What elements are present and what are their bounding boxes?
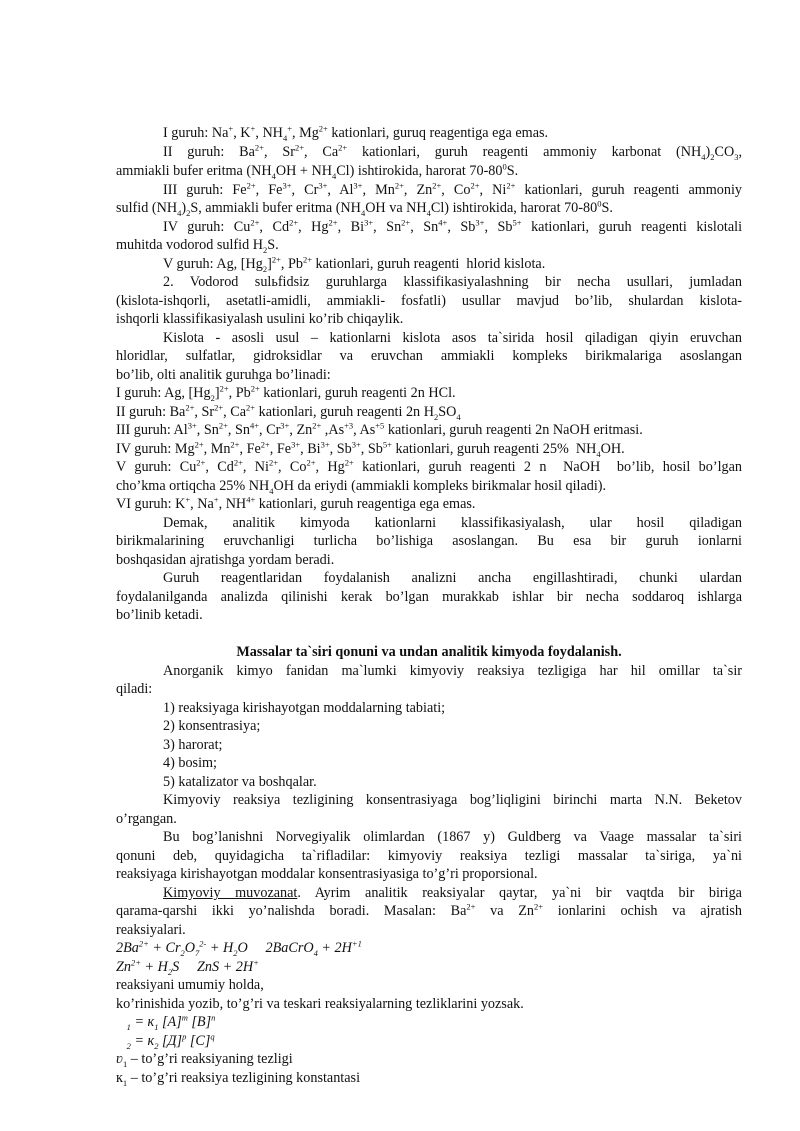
text-line: sulfid $(NH_4)_2S$, ammiakli bufer eritma ($NH_4OH$ va $NH_4Cl$) ishtirokida, harorat $70-80^0S$. [116, 198, 613, 218]
text-line: bo’linib ketadi. [116, 607, 203, 623]
text-line: 2. Vodorod sulьfidsiz guruhlarga klassifikasiyalashning bir necha usullari, jumladan [163, 274, 742, 290]
text-line: hloridlar, sulfatlar, gidroksidlar va eruvchan ammiakli kompleks birikmalariga asoslangan [116, 348, 742, 364]
text-line: 4) bosim; [163, 755, 217, 771]
text-line: $_2 = к_2$ $[Д]^p$ $[C]^q$ [126, 1031, 215, 1051]
text-line: Kislota - asosli usul – kationlarni kislota asos ta`sirida hosil qiladigan qiyin eruvchan [163, 330, 742, 346]
text-line: reaksiyani umumiy holda, [116, 977, 264, 993]
text-line: reaksiyaga kirishayotgan moddalar konsentrasiyasiga to’g’ri proporsional. [116, 866, 538, 882]
text-line: ʋ$_1$ – to’g’ri reaksiyaning tezligi [116, 1051, 293, 1069]
text-line: Guruh reagentlaridan foydalanish analizni ancha engillashtiradi, chunki ulardan [163, 570, 742, 586]
text-line: I guruh: Ag, $[Hg_2]^{2+}$, $Pb^{2+}$ kationlari, guruh reagenti 2n HCl. [116, 383, 456, 403]
text-line: 3) harorat; [163, 737, 223, 753]
text-line: bo’lib, olti analitik guruhga bo’linadi: [116, 367, 331, 383]
text-line: Massalar ta`siri qonuni va undan analitik kimyoda foydalanish. [236, 644, 622, 660]
text-line: I guruh: Na+, K+, $NH_4^+$, $Mg^{2+}$ kationlari, guruq reagentiga ega emas. [163, 123, 549, 143]
text-line: o’rgangan. [116, 811, 177, 827]
text-line: II guruh: $Ba^{2+}$, $Sr^{2+}$, $Ca^{2+}$ kationlari, guruh reagenti 2n $H_2SO_4$ [116, 402, 461, 422]
text-line: qarama-qarshi ikki yo’nalishda boradi. Masalan: $Ba^{2+}$ va $Zn^{2+}$ ionlarini ochish va ajratish [116, 901, 743, 919]
text-line: muhitda vodorod sulfid $H_2S$. [116, 237, 279, 255]
text-line: ko’rinishida yozib, to’g’ri va teskari reaksiyalarning tezliklarini yozsak. [116, 996, 524, 1012]
text-line: VI guruh: K+, Na+, $NH^{4+}$ kationlari, guruh reagentiga ega emas. [116, 494, 476, 512]
text-line: ammiakli bufer eritma $(NH_4OH + NH_4Cl)$ ishtirokida, harorat $70-80^0S$. [116, 161, 519, 181]
text-line: $к_1$ – to’g’ri reaksiya tezligining konstantasi [116, 1070, 361, 1088]
text-line: IV guruh: $Cu^{2+}$, $Cd^{2+}$, $Hg^{2+}$, $Bi^{3+}$, $Sn^{2+}$, $Sn^{4+}$, $Sb^{3+}$, $Sb^{5+}$ kationlari, guruh reagenti kislotali [163, 217, 743, 235]
text-line: qiladi: [116, 681, 153, 697]
text-line: 2) konsentrasiya; [163, 718, 261, 734]
text-line: Bu bog’lanishni Norvegiyalik olimlardan (1867 y) Guldberg va Vaage massalar ta`siri [163, 829, 742, 845]
text-line: 1) reaksiyaga kirishayotgan moddalarning tabiati; [163, 700, 446, 716]
text-line: $2Ba^{2+} + Cr_2O_7^{2-} + H_2O$ 2BaCrO$_4$ + $2H^{+1}$ [116, 938, 362, 958]
text-line: V guruh: $Cu^{2+}$, $Cd^{2+}$, $Ni^{2+}$, $Co^{2+}$, $Hg^{2+}$ kationlari, guruh reagenti 2 n NaOH bo’lib, hosil bo’lgan [116, 457, 743, 475]
text-line: Anorganik kimyo fanidan ma`lumki kimyoviy reaksiya tezligiga har hil omillar ta`sir [163, 663, 742, 679]
text-line: boshqasidan ajratishga yordam beradi. [116, 552, 335, 568]
text-line: IV guruh: $Mg^{2+}$, $Mn^{2+}$, $Fe^{2+}$, $Fe^{3+}$, $Bi^{3+}$, $Sb^{3+}$, $Sb^{5+}$ kationlari, guruh reagenti 25% $NH_4OH$. [116, 439, 625, 459]
text-line: Kimyoviy reaksiya tezligining konsentrasiyaga bog’liqligini birinchi marta N.N. Beketov [163, 792, 742, 808]
text-line: Demak, analitik kimyoda kationlarni klassifikasiyalash, ular hosil qiladigan [163, 515, 742, 531]
text-line: $Zn^{2+} + H_2S$ ZnS + 2H+ [116, 957, 259, 977]
text-line: foydalanilganda analizda qilinishi kerak bo’lgan murakkab ishlar bir necha soddaroq ishlarga [116, 589, 742, 605]
text-line: $_1 = к_1$ $[A]^m$ $[B]^n$ [126, 1012, 216, 1032]
text-line: V guruh: Ag, $[Hg_2]^{2+}$, $Pb^{2+}$ kationlari, guruh reagenti hlorid kislota. [163, 254, 546, 274]
text-line: II guruh: $Ba^{2+}$, $Sr^{2+}$, $Ca^{2+}$ kationlari, guruh reagenti ammoniy karbonat $(NH_4)_2CO_3$, [163, 142, 742, 162]
text-line: (kislota-ishqorli, asetatli-amidli, ammiakli- fosfatli) usullar mavjud bo’lib, shulardan kislota- [116, 293, 742, 309]
text-line: cho’kma ortiqcha 25% $NH_4OH$ da eriydi (ammiakli kompleks birikmalar hosil qiladi). [116, 478, 607, 496]
text-line: reaksiyalari. [116, 922, 186, 938]
text-line: III guruh: $Al^{3+}$, $Sn^{2+}$, $Sn^{4+}$, $Cr^{3+}$, $Zn^{2+}$ $,As^{+3}$, $As^{+5}$ kationlari, guruh reagenti 2n NaOH eritmasi. [116, 420, 643, 438]
text-line: birikmalarining eruvchanligi turlicha bo’lishiga asoslangan. Bu esa bir guruh ionlarni [116, 533, 742, 549]
text-line: 5) katalizator va boshqalar. [163, 774, 317, 790]
text-line: III guruh: $Fe^{2+}$, $Fe^{3+}$, $Cr^{3+}$, $Al^{3+}$, $Mn^{2+}$, $Zn^{2+}$, $Co^{2+}$, $Ni^{2+}$ kationlari, guruh reagenti ammoniy [163, 180, 743, 198]
text-line: ishqorli klassifikasiyalash usulini ko’rib chiqaylik. [116, 311, 404, 327]
text-line: Kimyoviy muvozanat. Ayrim analitik reaksiyalar qaytar, ya`ni bir vaqtda bir biriga [163, 885, 742, 901]
text-line: qonuni deb, quyidagicha ta`rifladilar: kimyoviy reaksiya tezligi massalar ta`siriga, ya`ni [116, 848, 742, 864]
